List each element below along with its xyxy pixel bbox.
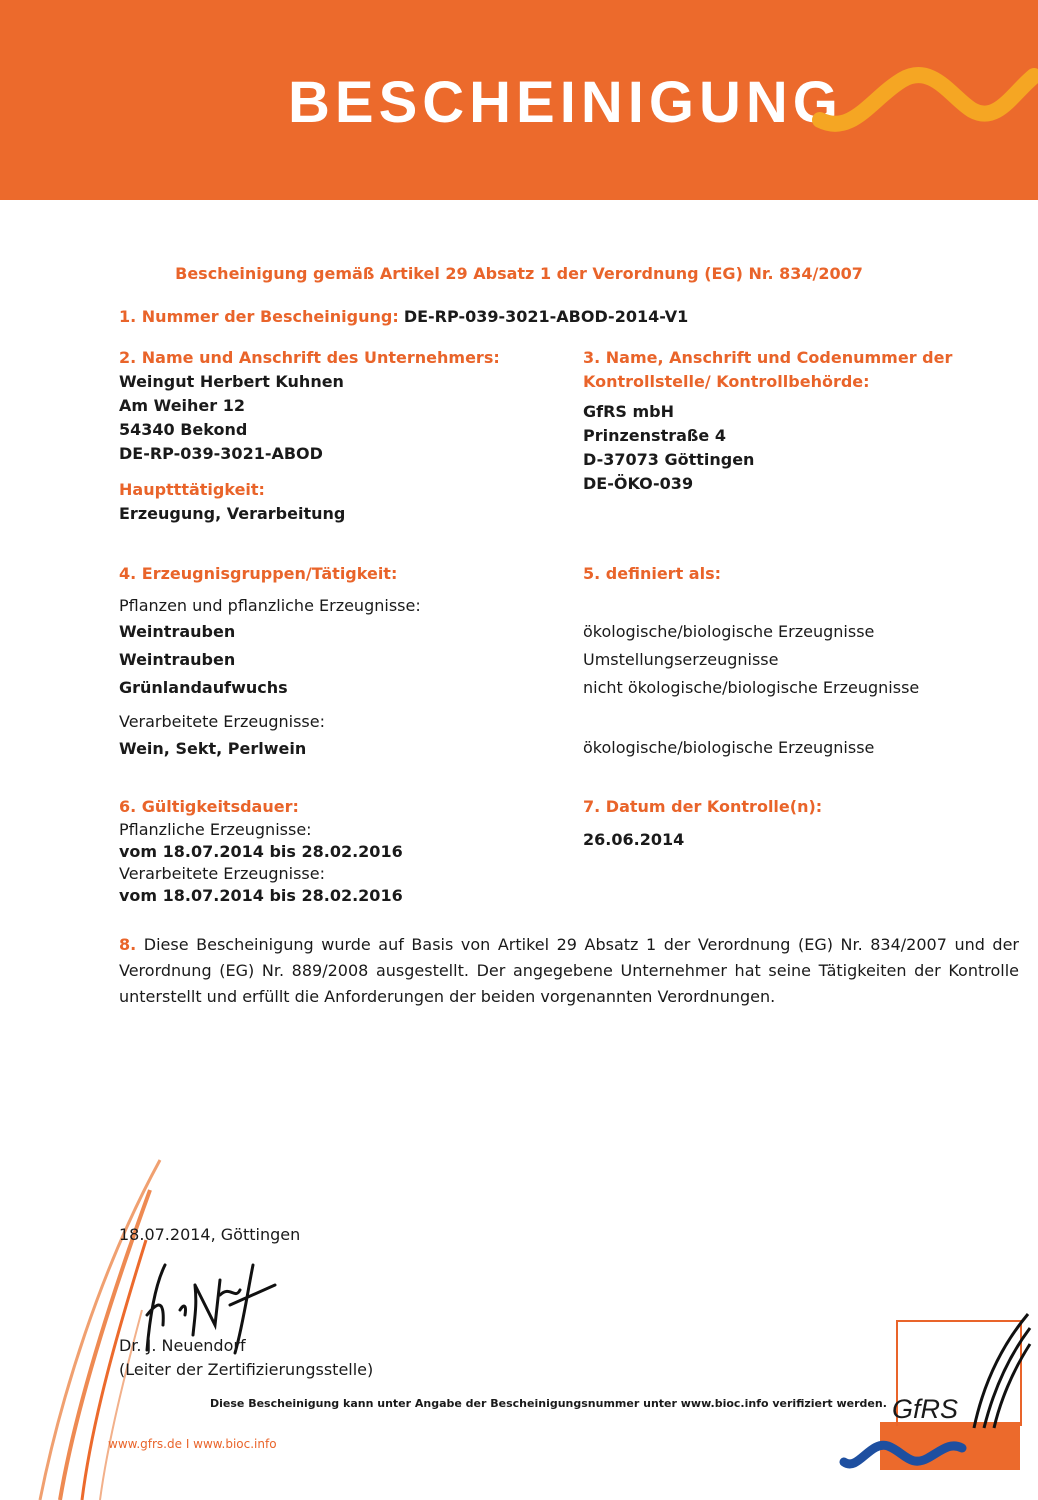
signatory-role: (Leiter der Zertifizierungsstelle) [119,1360,374,1379]
operator-section [119,346,559,526]
processed-products-label: Verarbeitete Erzeugnisse: [119,712,325,731]
certificate-number-value: DE-RP-039-3021-ABOD-2014-V1 [403,307,689,326]
control-body-label-cont: Kontrollstelle/ Kontrollbehörde: [583,372,870,391]
processed-validity-label: Verarbeitete Erzeugnisse: [119,864,325,883]
product-groups-label: 4. Erzeugnisgruppen/Tätigkeit: [119,564,398,583]
plant-validity-period: vom 18.07.2014 bis 28.02.2016 [119,842,403,861]
definition-item: Umstellungserzeugnisse [583,650,779,669]
control-body-line: D-37073 Göttingen [583,450,755,469]
operator-line: 54340 Bekond [119,420,248,439]
defined-as-label: 5. definiert als: [583,564,721,583]
verification-note: Diese Bescheinigung kann unter Angabe der Bescheinigungsnummer unter www.bioc.info verifiziert werden. [210,1397,887,1410]
operator-label: 2. Name und Anschrift des Unternehmers: [119,348,500,367]
control-body-line: DE-ÖKO-039 [583,474,694,493]
control-body-line: Prinzenstraße 4 [583,426,726,445]
product-item: Weintrauben [119,650,236,669]
plant-products-label: Pflanzen und pflanzliche Erzeugnisse: [119,596,421,615]
legal-statement-text: Diese Bescheinigung wurde auf Basis von Artikel 29 Absatz 1 der Verordnung (EG) Nr. 834/2007 und der Verordnung (EG) Nr. 889/2008 ausgestellt. Der angegebene Unternehmer hat seine Tätigkeiten der Kontrolle unterstellt und erfüllt die Anforderungen der beiden vorgenannten Verordnungen. [119,935,1020,1006]
definition-item: ökologische/biologische Erzeugnisse [583,622,875,641]
product-item: Grünlandaufwuchs [119,678,288,697]
main-activity-value: Erzeugung, Verarbeitung [119,504,346,523]
document-title: BESCHEINIGUNG [288,70,843,135]
plant-validity-label: Pflanzliche Erzeugnisse: [119,820,312,839]
logo-wave-icon [838,1432,968,1472]
signatory-name: Dr. J. Neuendorf [119,1336,246,1355]
product-item: Weintrauben [119,622,236,641]
definition-item: ökologische/biologische Erzeugnisse [583,738,875,757]
legal-statement [119,932,1019,1010]
product-item: Wein, Sekt, Perlwein [119,739,307,758]
control-body-label: 3. Name, Anschrift und Codenummer der [583,348,953,367]
footer-urls: www.gfrs.de I www.bioc.info [108,1437,277,1451]
signature-place-date: 18.07.2014, Göttingen [119,1225,301,1244]
processed-validity-period: vom 18.07.2014 bis 28.02.2016 [119,886,403,905]
certificate-number-label: 1. Nummer der Bescheinigung: [119,307,399,326]
certificate-number-row [119,305,688,329]
control-body-section [583,346,1023,496]
validity-label: 6. Gültigkeitsdauer: [119,797,299,816]
legal-statement-number: 8. [119,935,137,954]
operator-line: Weingut Herbert Kuhnen [119,372,344,391]
operator-line: DE-RP-039-3021-ABOD [119,444,323,463]
validity-section [119,795,403,907]
definition-item: nicht ökologische/biologische Erzeugnisse [583,678,920,697]
wave-icon [812,58,1038,138]
operator-line: Am Weiher 12 [119,396,246,415]
inspection-date-label: 7. Datum der Kontrolle(n): [583,797,823,816]
main-activity-label: Hauptttätigkeit: [119,480,265,499]
regulation-subheading: Bescheinigung gemäß Artikel 29 Absatz 1 der Verordnung (EG) Nr. 834/2007 [175,264,863,283]
inspection-date-value: 26.06.2014 [583,830,685,849]
logo-grass-icon [968,1310,1034,1430]
gfrs-logo: GfRS [892,1394,959,1424]
control-body-line: GfRS mbH [583,402,675,421]
